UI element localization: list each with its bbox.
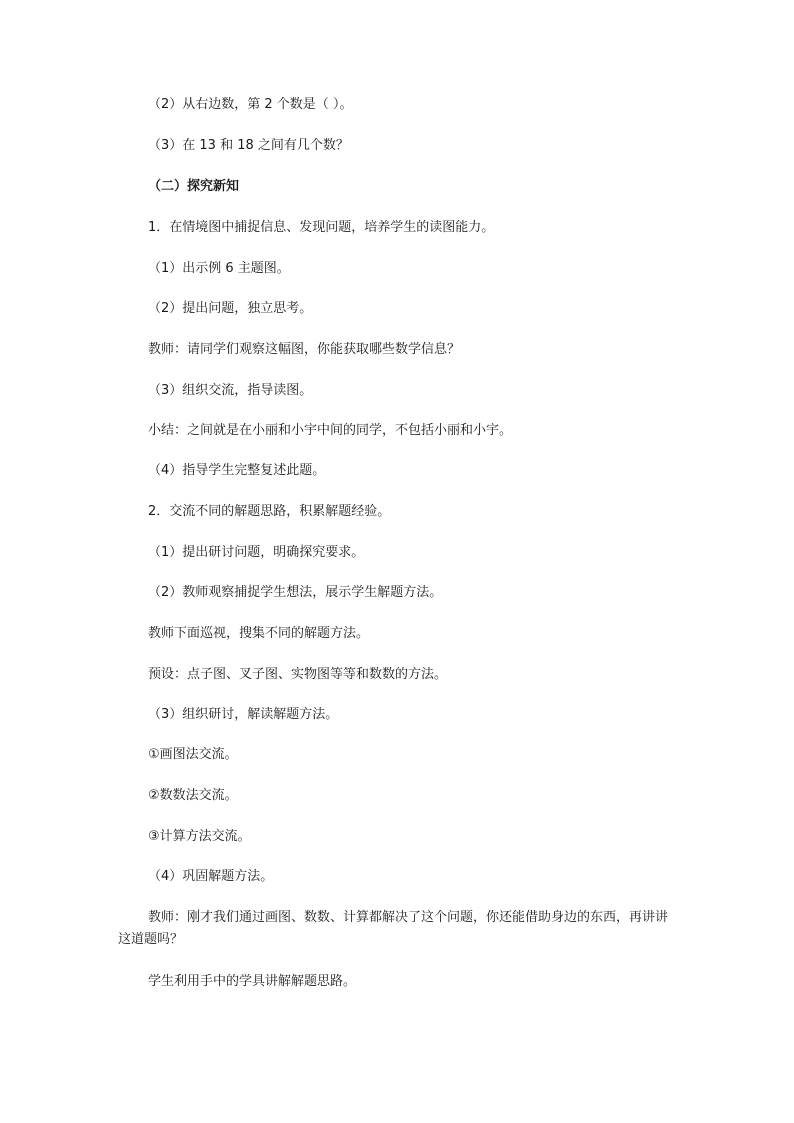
text-line-8: （3）组织交流，指导读图。 [148,383,313,398]
section-heading: （二）探究新知 [148,179,240,194]
text-line-1: （2）从右边数，第 2 个数是（ ）。 [148,97,353,112]
text-line-13: （2）教师观察捕捉学生想法，展示学生解题方法。 [148,585,443,600]
text-line-6: （2）提出问题，独立思考。 [148,301,313,316]
text-line-12: （1）提出研讨问题，明确探究要求。 [148,545,365,560]
teacher-paragraph: 教师：刚才我们通过画图、数数、计算都解决了这个问题，你还能借助身边的东西，再讲讲这道题吗？ [118,910,669,947]
text-line-4: 1．在情境图中捕捉信息、发现问题，培养学生的读图能力。 [148,220,495,235]
closing-line: 学生利用手中的学具讲解解题思路。 [148,974,357,989]
text-line-7: 教师：请同学们观察这幅图，你能获取哪些数学信息？ [148,342,461,357]
text-line-2: （3）在 13 和 18 之间有几个数？ [148,138,349,153]
text-line-16: （3）组织研讨，解读解题方法。 [148,707,339,722]
text-line-15: 预设：点子图、叉子图、实物图等等和数数的方法。 [148,667,448,682]
text-line-5: （1）出示例 6 主题图。 [148,261,290,276]
text-line-19: ③计算方法交流。 [148,829,251,844]
text-line-17: ①画图法交流。 [148,747,238,762]
text-line-18: ②数数法交流。 [148,788,238,803]
text-line-14: 教师下面巡视，搜集不同的解题方法。 [148,626,370,641]
text-line-10: （4）指导学生完整复述此题。 [148,463,326,478]
text-line-11: 2．交流不同的解题思路，积累解题经验。 [148,504,391,519]
text-line-20: （4）巩固解题方法。 [148,869,274,884]
text-line-9: 小结：之间就是在小丽和小宇中间的同学，不包括小丽和小宇。 [148,423,513,438]
